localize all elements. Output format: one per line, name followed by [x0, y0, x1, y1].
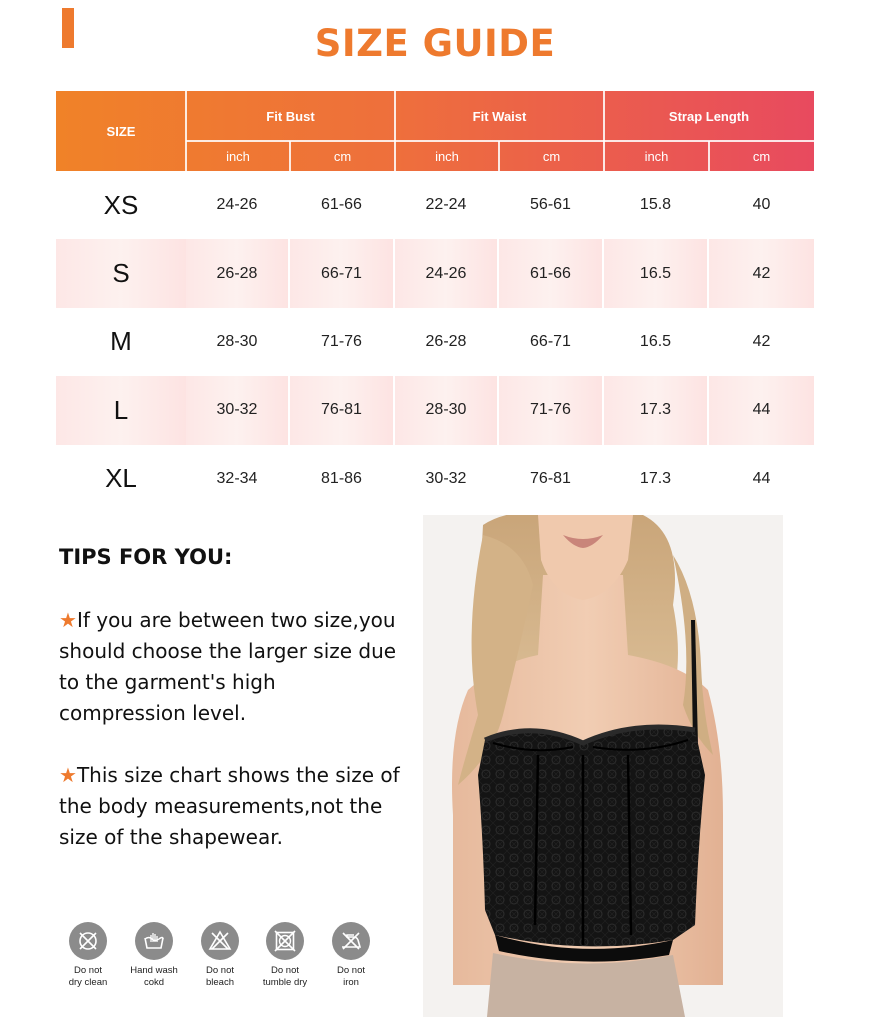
table-cell: 24-26 [216, 196, 258, 214]
tip-text: This size chart shows the size of the body measurements,not the size of the shapewear. [59, 763, 400, 849]
unit-header: inch [435, 148, 459, 164]
star-icon: ★ [59, 763, 77, 787]
star-icon: ★ [59, 608, 77, 632]
table-cell: 71-76 [499, 376, 602, 444]
table-cell: 42 [752, 332, 771, 350]
tip-text: If you are between two size,you should choose the larger size due to the garment's high compression level. [59, 608, 397, 725]
unit-header: inch [644, 148, 669, 164]
care-label: Do not [206, 965, 234, 976]
no-dry-clean-icon [69, 922, 107, 960]
unit-header: cm [333, 148, 352, 164]
hand-wash-icon [135, 922, 173, 960]
table-cell: 22-24 [425, 196, 467, 214]
care-label: Do not [74, 965, 102, 976]
size-label: XS [103, 189, 139, 220]
tips-title: TIPS FOR YOU: [59, 545, 233, 569]
unit-header: cm [752, 148, 771, 164]
care-label: tumble dry [262, 977, 308, 988]
care-hand-wash [124, 922, 184, 989]
header-divider [394, 91, 396, 171]
table-cell: 66-71 [530, 332, 571, 350]
table-cell: 28-30 [216, 332, 258, 350]
table-cell: 44 [752, 469, 771, 487]
care-label: Do not [337, 965, 365, 976]
care-label: bleach [206, 977, 234, 988]
table-cell: 16.5 [639, 332, 672, 350]
header-divider [498, 141, 500, 171]
table-cell: 76-81 [530, 469, 571, 487]
product-photo [423, 515, 783, 1017]
table-cell: 30-32 [425, 469, 467, 487]
care-label: Do not [271, 965, 299, 976]
table-cell: 40 [752, 196, 771, 214]
table-row [56, 445, 814, 513]
table-row [56, 376, 814, 444]
header-divider [708, 141, 710, 171]
strap-length-header: Strap Length [668, 108, 750, 124]
table-cell: 15.8 [639, 196, 672, 214]
care-label: cokd [143, 977, 165, 988]
table-row [56, 239, 814, 307]
header-divider [289, 141, 291, 171]
table-row [56, 171, 814, 239]
table-cell: 81-86 [321, 469, 362, 487]
header-divider [603, 91, 605, 171]
table-cell: 32-34 [216, 469, 258, 487]
table-cell: 28-30 [395, 376, 497, 444]
table-cell: 16.5 [604, 239, 707, 307]
care-no-tumble-dry [255, 922, 315, 989]
no-tumble-dry-icon [266, 922, 304, 960]
no-iron-icon [332, 922, 370, 960]
no-bleach-icon [201, 922, 239, 960]
size-table [56, 91, 814, 513]
table-cell: 71-76 [321, 332, 362, 350]
tip-item [59, 605, 404, 729]
table-row [56, 308, 814, 376]
header-divider [185, 91, 187, 171]
unit-header: inch [226, 148, 250, 164]
care-no-bleach [190, 922, 250, 989]
table-cell: 26-28 [425, 332, 467, 350]
header-divider [186, 140, 814, 142]
table-cell: 30-32 [186, 376, 288, 444]
table-header [56, 91, 814, 171]
table-cell: 61-66 [499, 239, 602, 307]
care-label: dry clean [68, 977, 108, 988]
table-cell: 26-28 [186, 239, 288, 307]
table-cell: 66-71 [290, 239, 393, 307]
table-cell: 42 [709, 239, 814, 307]
table-cell: 24-26 [395, 239, 497, 307]
page-title: SIZE GUIDE [314, 22, 556, 65]
table-cell: 17.3 [639, 469, 672, 487]
size-label: M [110, 326, 132, 357]
table-cell: 44 [709, 376, 814, 444]
table-body [56, 171, 814, 513]
tip-item [59, 760, 404, 853]
unit-header: cm [542, 148, 561, 164]
table-cell: 56-61 [530, 196, 571, 214]
care-no-dry-clean [58, 922, 118, 989]
table-cell: 17.3 [604, 376, 707, 444]
size-label: S [56, 239, 186, 307]
care-no-iron [321, 922, 381, 989]
table-cell: 61-66 [321, 196, 362, 214]
size-label: L [56, 376, 186, 444]
care-label: iron [343, 977, 359, 988]
size-column-header: SIZE [106, 123, 136, 139]
fit-bust-header: Fit Bust [266, 108, 315, 124]
table-cell: 76-81 [290, 376, 393, 444]
fit-waist-header: Fit Waist [472, 108, 527, 124]
size-label: XL [105, 463, 137, 494]
care-label: Hand wash [130, 965, 178, 976]
